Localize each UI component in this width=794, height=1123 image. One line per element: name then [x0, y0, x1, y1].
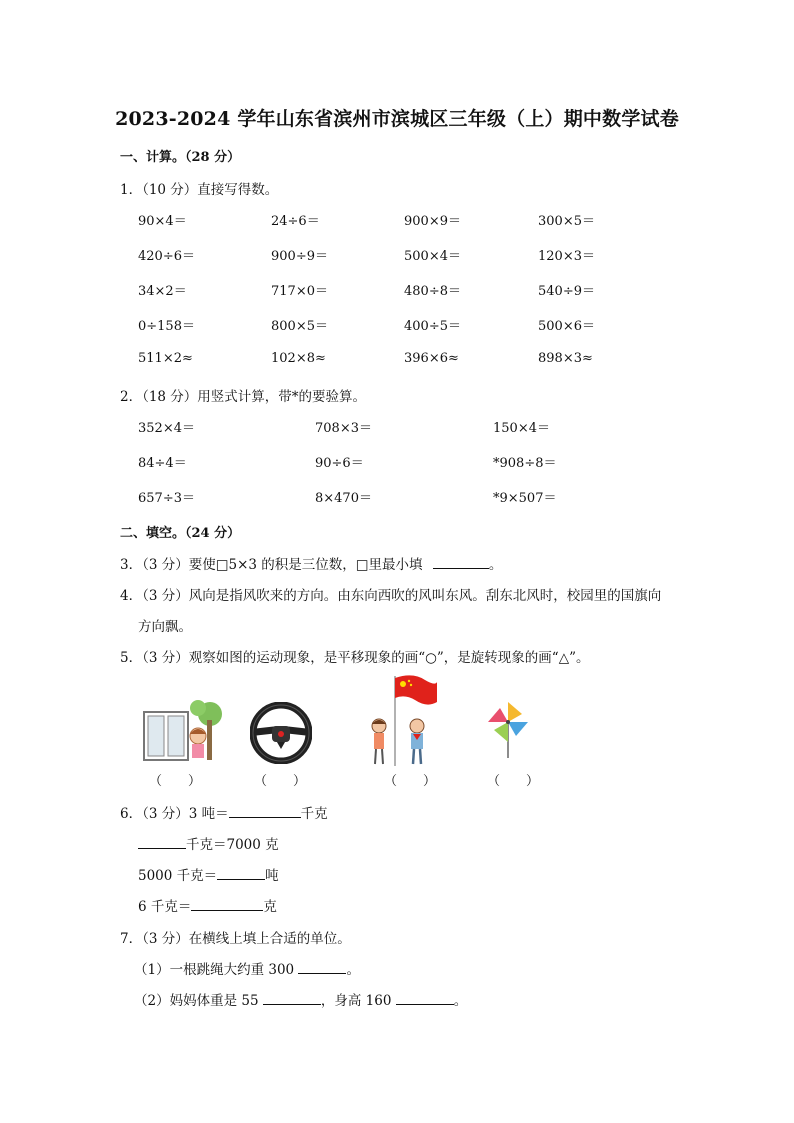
q2-prompt: 2．（18 分）用竖式计算，带*的要验算。 [120, 389, 367, 405]
q7-item2-end: 。 [453, 993, 468, 1009]
q6-line4 [138, 895, 277, 915]
q6-line4-text: 6 千克＝ [138, 899, 192, 915]
q1-item: 511×2≈ [138, 351, 193, 366]
q1-item: 24÷6＝ [271, 214, 320, 229]
q2-item: *908÷8＝ [493, 456, 557, 471]
q2-item: 84÷4＝ [138, 456, 187, 471]
flag-children-picture [365, 672, 445, 768]
q5-prompt: 5．（3 分）观察如图的运动现象，是平移现象的画“○”，是旋转现象的画“△”。 [120, 650, 590, 666]
q3-line [120, 553, 502, 573]
q1-item: 90×4＝ [138, 214, 187, 229]
q2-item: 657÷3＝ [138, 491, 195, 506]
q7-blank-3[interactable] [396, 992, 454, 1005]
q6-blank-4[interactable] [191, 898, 263, 911]
q3-answer-blank[interactable] [433, 556, 489, 569]
q2-item: 8×470＝ [315, 491, 372, 506]
q6-blank-2[interactable] [138, 836, 186, 849]
q7-item1-end: 。 [346, 962, 360, 978]
q6-line3-text: 5000 千克＝ [138, 868, 218, 884]
q1-item: 300×5＝ [538, 214, 595, 229]
window-girl-picture [140, 700, 230, 762]
q3-end: 。 [488, 557, 503, 573]
q1-item: 500×6＝ [538, 319, 595, 334]
q1-item: 900×9＝ [404, 214, 461, 229]
q1-item: 500×4＝ [404, 249, 461, 264]
section-heading-calc: 一、计算。（28 分） [120, 150, 241, 165]
q5-answer-1[interactable]: （ ） [149, 774, 202, 789]
q6-unit-3: 吨 [265, 868, 279, 884]
q6-line1 [120, 802, 328, 822]
q2-item: 150×4＝ [493, 421, 550, 436]
q1-item: 0÷158＝ [138, 319, 195, 334]
q7-item1 [134, 958, 360, 978]
q1-item: 120×3＝ [538, 249, 595, 264]
q2-item: 352×4＝ [138, 421, 195, 436]
q1-item: 900÷9＝ [271, 249, 328, 264]
page-title: 2023-2024 学年山东省滨州市滨城区三年级（上）期中数学试卷 [115, 108, 679, 130]
q7-item2 [134, 989, 467, 1009]
q1-item: 34×2＝ [138, 284, 187, 299]
q1-prompt: 1．（10 分）直接写得数。 [120, 182, 279, 198]
q6-blank-3[interactable] [217, 867, 265, 880]
section-heading-fill: 二、填空。（24 分） [120, 526, 241, 541]
q7-prompt: 7．（3 分）在横线上填上合适的单位。 [120, 931, 351, 947]
q7-item1-text: （1）一根跳绳大约重 300 [134, 962, 295, 978]
q2-item: 90÷6＝ [315, 456, 364, 471]
q5-answer-4[interactable]: （ ） [487, 774, 540, 789]
q1-item: 717×0＝ [271, 284, 328, 299]
q1-item: 480÷8＝ [404, 284, 461, 299]
q7-blank-2[interactable] [263, 992, 321, 1005]
q6-blank-1[interactable] [229, 805, 301, 818]
q4-line2: 方向飘。 [138, 619, 192, 635]
q5-answer-3[interactable]: （ ） [384, 774, 437, 789]
q2-item: 708×3＝ [315, 421, 372, 436]
q6-unit-4: 克 [263, 899, 277, 915]
q1-item: 420÷6＝ [138, 249, 195, 264]
q1-item: 102×8≈ [271, 351, 326, 366]
q1-item: 800×5＝ [271, 319, 328, 334]
steering-wheel-picture [250, 702, 312, 764]
q1-item: 898×3≈ [538, 351, 593, 366]
q1-item: 400÷5＝ [404, 319, 461, 334]
q6-line2 [138, 833, 279, 853]
q3-prompt: 3．（3 分）要使□5×3 的积是三位数，□里最小填 [120, 557, 423, 573]
q6-unit-2: 千克＝7000 克 [186, 837, 279, 853]
q6-unit-1: 千克 [300, 806, 328, 822]
q2-item: *9×507＝ [493, 491, 557, 506]
q4-line1: 4．（3 分）风向是指风吹来的方向。由东向西吹的风叫东风。刮东北风时，校园里的国旗向 [120, 588, 662, 604]
q6-line3 [138, 864, 279, 884]
q1-item: 540÷9＝ [538, 284, 595, 299]
q5-answer-2[interactable]: （ ） [254, 774, 307, 789]
q7-blank-1[interactable] [298, 961, 346, 974]
pinwheel-picture [484, 700, 532, 760]
q7-item2-mid: ，身高 160 [320, 993, 392, 1009]
q1-item: 396×6≈ [404, 351, 459, 366]
q7-item2-text: （2）妈妈体重是 55 [134, 993, 259, 1009]
q6-prompt: 6．（3 分）3 吨＝ [120, 806, 229, 822]
